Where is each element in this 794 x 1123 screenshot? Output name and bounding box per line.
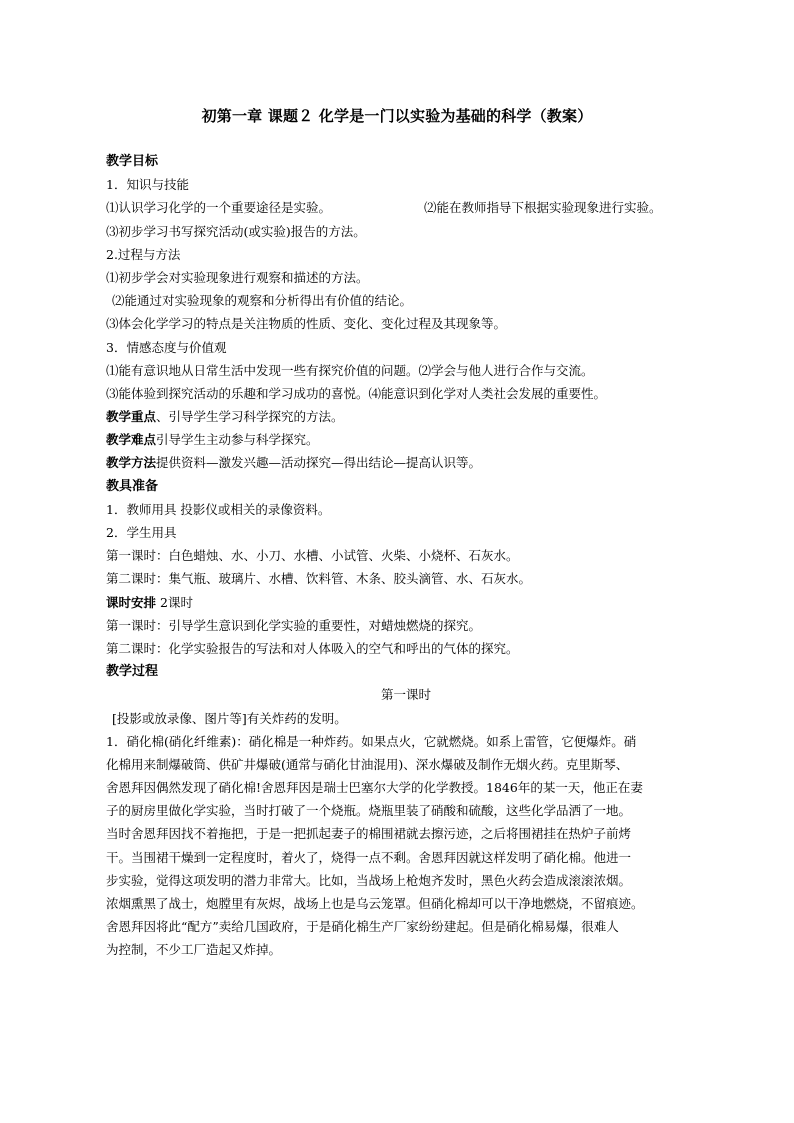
paragraph-line: 当时舍恩拜因找不着拖把，于是一把抓起妻子的棉围裙就去擦污迹，之后将围裙挂在热炉子前烤 xyxy=(106,826,632,842)
knowledge-row-1 xyxy=(106,196,706,219)
nitrocellulose-paragraph xyxy=(106,730,706,962)
paragraph-line: 子的厨房里做化学实验，当时打破了一个烧瓶。烧瓶里装了硝酸和硫酸，这些化学品洒了一地。 xyxy=(106,803,632,819)
emotion-item-2: ⑶能体验到探究活动的乐趣和学习成功的喜悦。⑷能意识到化学对人类社会发展的重要性。 xyxy=(106,385,607,401)
paragraph-line: 为控制，不少工厂造起又炸掉。 xyxy=(106,942,282,958)
document-body xyxy=(106,150,706,962)
paragraph-line: 干。当围裙干燥到一定程度时，着火了，烧得一点不剩。舍恩拜因就这样发明了硝化棉。他进一 xyxy=(106,849,632,865)
teaching-focus-label: 教学重点 xyxy=(106,409,157,425)
emotion-title: 3．情感态度与价值观 xyxy=(106,339,227,355)
process-item-3: ⑶体会化学学习的特点是关注物质的性质、变化、变化过程及其现象等。 xyxy=(106,316,507,332)
lesson-title: 第一课时 xyxy=(380,687,431,703)
teacher-equipment: 1．教师用具 投影仪或相关的录像资料。 xyxy=(106,501,331,517)
paragraph-line: 1．硝化棉(硝化纤维素)：硝化棉是一种炸药。如果点火，它就燃烧。如系上雷管，它便爆炸。硝 xyxy=(106,733,637,749)
knowledge-item-1: ⑴认识学习化学的一个重要途径是实验。 xyxy=(106,200,332,216)
schedule xyxy=(106,591,706,614)
schedule-first-lesson: 第一课时：引导学生意识到化学实验的重要性，对蜡烛燃烧的探究。 xyxy=(106,617,482,633)
teaching-method-text: 提供资料—激发兴趣—活动探究—得出结论—提高认识等。 xyxy=(156,455,482,471)
equipment-heading: 教具准备 xyxy=(106,478,159,494)
paragraph-line: 舍恩拜因将此“配方”卖给几国政府，于是硝化棉生产厂家纷纷建起。但是硝化棉易爆，很难人 xyxy=(106,919,619,935)
schedule-second-lesson: 第二课时：化学实验报告的写法和对人体吸入的空气和呼出的气体的探究。 xyxy=(106,640,519,656)
paragraph-line: 舍恩拜因偶然发现了硝化棉!舍恩拜因是瑞士巴塞尔大学的化学教授。1846年的某一天，他正在妻 xyxy=(106,780,643,796)
paragraph-line: 化棉用来制爆破筒、供矿井爆破(通常与硝化甘油混用)、深水爆破及制作无烟火药。克里斯琴、 xyxy=(106,756,629,772)
process-item-2: ⑵能通过对实验现象的观察和分析得出有价值的结论。 xyxy=(112,293,413,309)
teaching-focus xyxy=(106,405,706,428)
teaching-difficulty xyxy=(106,428,706,451)
emotion-item-1: ⑴能有意识地从日常生活中发现一些有探究价值的问题。⑵学会与他人进行合作与交流。 xyxy=(106,362,594,378)
knowledge-title: 1．知识与技能 xyxy=(106,177,189,193)
process-heading: 教学过程 xyxy=(106,664,159,680)
teaching-difficulty-label: 教学难点 xyxy=(106,432,157,448)
process-item-1: ⑴初步学会对实验现象进行观察和描述的方法。 xyxy=(106,269,369,285)
student-equipment-title: 2．学生用具 xyxy=(106,525,177,540)
teaching-method-label: 教学方法 xyxy=(106,455,157,471)
knowledge-item-2: ⑵能在教师指导下根据实验现象进行实验。 xyxy=(424,200,662,216)
second-lesson-equipment: 第二课时：集气瓶、玻璃片、水槽、饮料管、木条、胶头滴管、水、石灰水。 xyxy=(106,571,532,587)
teaching-method xyxy=(106,451,706,474)
schedule-label: 课时安排 xyxy=(106,594,157,610)
process-intro: [投影或放录像、图片等]有关炸药的发明。 xyxy=(112,710,347,726)
paragraph-line: 步实验，觉得这项发明的潜力非常大。比如，当战场上枪炮齐发时，黑色火药会造成滚滚浓烟。 xyxy=(106,872,632,888)
first-lesson-equipment: 第一课时：白色蜡烛、水、小刀、水槽、小试管、火柴、小烧杯、石灰水。 xyxy=(106,548,519,564)
teaching-focus-text: 、引导学生学习科学探究的方法。 xyxy=(156,409,344,425)
teaching-difficulty-text: 引导学生主动参与科学探究。 xyxy=(156,432,319,448)
process-method-title: 2.过程与方法 xyxy=(106,246,181,262)
document-title: 初第一章 课题２ 化学是一门以实验为基础的科学（教案） xyxy=(201,107,593,125)
knowledge-item-3: ⑶初步学习书写探究活动(或实验)报告的方法。 xyxy=(106,223,366,239)
paragraph-line: 浓烟熏黑了战士，炮膛里有灰烬，战场上也是乌云笼罩。但硝化棉却可以干净地燃烧，不留痕迹。 xyxy=(106,896,644,911)
objectives-heading: 教学目标 xyxy=(106,154,159,169)
schedule-text: 2课时 xyxy=(156,594,193,610)
